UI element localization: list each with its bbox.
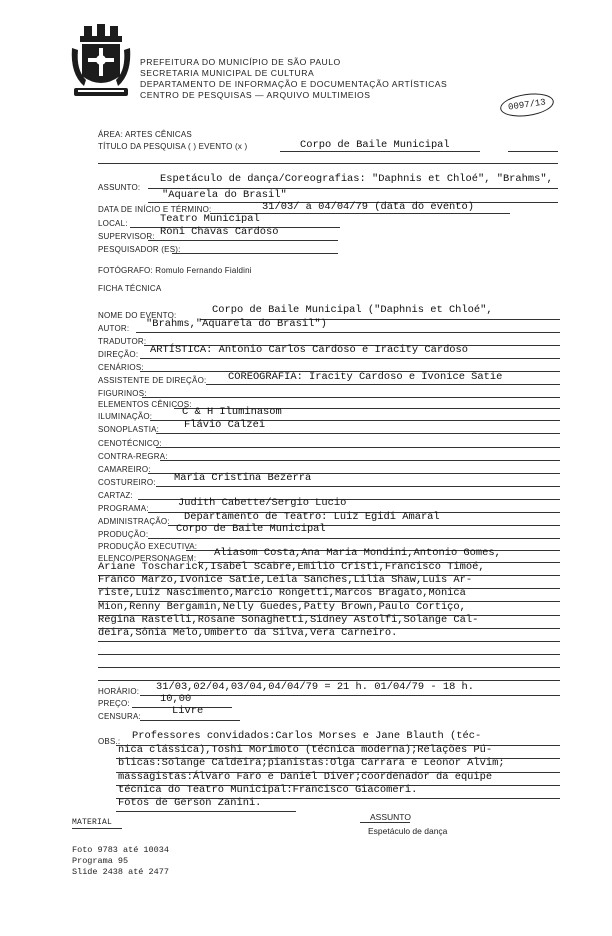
assunto-label: ASSUNTO: — [98, 183, 141, 192]
field-label-elementos-cenicos: ELEMENTOS CÊNICOS: — [98, 400, 192, 409]
titulo-value: Corpo de Baile Municipal — [300, 139, 450, 151]
assunto-box-value: Espetáculo de dança — [368, 826, 448, 836]
field-label-assistente: ASSISTENTE DE DIREÇÃO: — [98, 376, 207, 385]
coat-of-arms-logo — [70, 24, 132, 102]
obs-line-6: Fotos de Gerson Zanini. — [118, 797, 262, 809]
obs-line-2: nica clássica),Toshi Morimoto (técnica moderna);Relações Pú- — [118, 744, 493, 756]
obs-label: OBS.: — [98, 737, 121, 746]
field-value-programa: Judith Cabette/Sergio Lucio — [178, 497, 347, 509]
supervisor-value: Roni Chavas Cardoso — [160, 226, 279, 238]
ficha-tecnica-label: FICHA TÉCNICA — [98, 284, 162, 293]
field-label-camareiro: CAMAREIRO: — [98, 465, 151, 474]
assunto-line-1: Espetáculo de dança/Coreografias: "Daphnis et Chloé", "Brahms", — [160, 173, 553, 185]
obs-line-1: Professores convidados:Carlos Morses e Jane Blauth (téc- — [132, 730, 482, 742]
field-label-tradutor: TRADUTOR: — [98, 337, 147, 346]
field-value-producao: Corpo de Baile Municipal — [176, 523, 326, 535]
local-value: Teatro Municipal — [160, 213, 260, 225]
assunto-box-title: ASSUNTO — [370, 812, 411, 822]
field-label-costureiro: COSTUREIRO: — [98, 478, 156, 487]
field-value-costureiro: Maria Cristina Bezerra — [174, 472, 312, 484]
datas-value: 31/03/ a 04/04/79 (data do evento) — [262, 201, 475, 213]
elenco-line-5: Mion,Renny Bergamin,Nelly Guedes,Patty Brown,Paulo Cortiço, — [98, 601, 466, 613]
preco-value: 10,00 — [160, 693, 192, 705]
field-label-autor: AUTOR: — [98, 324, 130, 333]
material-line-2: Programa 95 — [72, 856, 129, 866]
field-value-autor: "Brahms,"Aquarela do Brasil") — [146, 318, 327, 330]
field-label-programa: PROGRAMA: — [98, 504, 149, 513]
field-label-producao-executiva: PRODUÇÃO EXECUTIVA: — [98, 542, 198, 551]
elenco-line-3: Franco Marzo,Ivonice Satie,Leila Sanches,Lilia Shaw,Luis Ar- — [98, 574, 473, 586]
field-label-administracao: ADMINISTRAÇÃO: — [98, 517, 170, 526]
field-label-sonoplastia: SONOPLASTIA: — [98, 425, 160, 434]
elenco-line-2: Ariane Toscharick,Isabel Scabre,Emilio Cristi,Francisco Timoé, — [98, 561, 485, 573]
horario-value: 31/03,02/04,03/04,04/04/79 = 21 h. 01/04/79 - 18 h. — [156, 681, 475, 693]
horario-label: HORÁRIO: — [98, 687, 140, 696]
field-label-cenarios: CENÁRIOS: — [98, 363, 144, 372]
field-label-figurinos: FIGURINOS: — [98, 389, 147, 398]
header-line-2: SECRETARIA MUNICIPAL DE CULTURA — [140, 68, 315, 78]
material-line-1: Foto 9783 até 10034 — [72, 845, 169, 855]
censura-value: Livre — [172, 705, 204, 717]
header-line-3: DEPARTAMENTO DE INFORMAÇÃO E DOCUMENTAÇÃO ARTÍSTICAS — [140, 79, 448, 89]
field-value-iluminacao: C & H Iluminasom — [182, 406, 282, 418]
assunto-line-2: "Aquarela do Brasil" — [162, 189, 287, 201]
field-value-assistente: COREOGRAFIA: Iracity Cardoso e Ivonice Satie — [228, 371, 503, 383]
field-value-direcao: ARTÍSTICA: Antonio Carlos Cardoso e Iracity Cardoso — [150, 344, 469, 356]
material-label: MATERIAL — [72, 818, 113, 827]
elenco-line-6: Regina Rastelli,Rosane Sonaghetti,Sidney Astolfi,Solange Cal- — [98, 614, 479, 626]
header-line-4: CENTRO DE PESQUISAS — ARQUIVO MULTIMEIOS — [140, 90, 371, 100]
field-label-nome-evento: NOME DO EVENTO: — [98, 311, 177, 320]
document-code-stamp: 0097/13 — [499, 90, 556, 119]
elenco-line-7: deira,Sônia Melo,Umberto da Silva,Vera Carneiro. — [98, 627, 398, 639]
header-line-1: PREFEITURA DO MUNICÍPIO DE SÃO PAULO — [140, 57, 341, 67]
pesquisador-label: PESQUISADOR (ES): — [98, 245, 181, 254]
censura-label: CENSURA: — [98, 712, 141, 721]
obs-line-4: massagistas:Álvaro Faro e Daniel Diver;coordenador da equipe — [118, 771, 493, 783]
field-label-producao: PRODUÇÃO: — [98, 530, 149, 539]
area-label: ÁREA: ARTES CÊNICAS — [98, 130, 192, 139]
field-value-sonoplastia: Flávio Calzei — [184, 419, 266, 431]
field-value-administracao: Departamento de Teatro: Luiz Egidi Amaral — [184, 511, 440, 523]
preco-label: PREÇO: — [98, 699, 130, 708]
datas-label: DATA DE INÍCIO E TÉRMINO: — [98, 205, 212, 214]
titulo-label: TÍTULO DA PESQUISA ( ) EVENTO (x ) — [98, 142, 248, 151]
obs-line-3: blicas:Solange Caldeira;pianistas:Olga Carrara e Leonor Alvim; — [118, 757, 505, 769]
elenco-line-1: Aliasom Costa,Ana Maria Mondini,Antonio Gomes, — [214, 547, 501, 559]
elenco-label: ELENCO/PERSONAGEM: — [98, 554, 197, 563]
field-label-direcao: DIREÇÃO: — [98, 350, 139, 359]
elenco-line-4: riste,Luiz Nascimento,Marcio Rongetti,Marcos Bragato,Monica — [98, 587, 466, 599]
obs-line-5: técnica do Teatro Municipal:Francisco Giacomeri. — [118, 784, 418, 796]
material-line-3: Slide 2438 até 2477 — [72, 867, 169, 877]
field-label-iluminacao: ILUMINAÇÃO: — [98, 412, 153, 421]
field-value-nome-evento: Corpo de Baile Municipal ("Daphnis et Chloé", — [212, 304, 493, 316]
field-label-cenotecnico: CENOTÉCNICO: — [98, 439, 162, 448]
supervisor-label: SUPERVISOR: — [98, 232, 155, 241]
field-label-contra-regra: CONTRA-REGRA: — [98, 452, 168, 461]
local-label: LOCAL: — [98, 219, 128, 228]
fotografo-line: FOTÓGRAFO: Romulo Fernando Fialdini — [98, 266, 252, 275]
field-label-cartaz: CARTAZ: — [98, 491, 133, 500]
